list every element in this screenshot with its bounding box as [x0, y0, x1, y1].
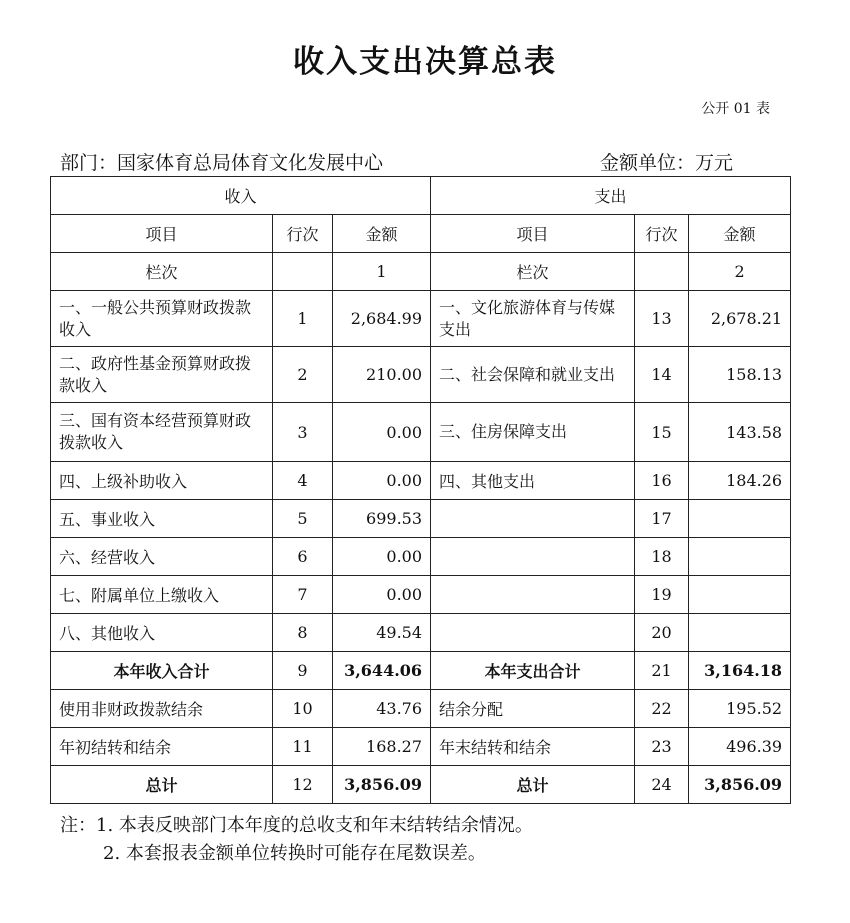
expense-total-label: 总计 [431, 766, 635, 804]
income-row-no: 11 [273, 728, 333, 766]
budget-table [50, 176, 791, 804]
expense-amount: 184.26 [689, 462, 791, 500]
table-row [51, 576, 791, 614]
expense-item: 二、社会保障和就业支出 [431, 347, 635, 403]
expense-amount: 496.39 [689, 728, 791, 766]
unit-label: 金额单位：万元 [600, 152, 734, 174]
expense-item: 一、文化旅游体育与传媒支出 [431, 291, 635, 347]
income-row-no: 1 [273, 291, 333, 347]
income-row-no: 12 [273, 766, 333, 804]
income-row-no: 2 [273, 347, 333, 403]
income-item: 四、上级补助收入 [51, 462, 273, 500]
expense-row-no: 13 [635, 291, 689, 347]
expense-amount: 2,678.21 [689, 291, 791, 347]
income-subtotal-label: 本年收入合计 [51, 652, 273, 690]
income-amount: 0.00 [333, 538, 431, 576]
table-row [51, 291, 791, 347]
income-row-no: 3 [273, 403, 333, 462]
expense-row-no: 18 [635, 538, 689, 576]
expense-row-no: 16 [635, 462, 689, 500]
notes [60, 812, 533, 868]
table-row [51, 347, 791, 403]
income-row-no: 9 [273, 652, 333, 690]
expense-row-header: 行次 [635, 215, 689, 253]
income-column-number: 1 [333, 253, 431, 291]
income-amount: 699.53 [333, 500, 431, 538]
total-row [51, 766, 791, 804]
expense-amount: 195.52 [689, 690, 791, 728]
expense-column-label: 栏次 [431, 253, 635, 291]
expense-amount [689, 500, 791, 538]
form-code: 公开 01 表 [701, 101, 770, 117]
expense-item [431, 614, 635, 652]
income-amount-header: 金额 [333, 215, 431, 253]
income-item-header: 项目 [51, 215, 273, 253]
expense-item: 年末结转和结余 [431, 728, 635, 766]
expense-amount [689, 576, 791, 614]
income-item: 三、国有资本经营预算财政拨款收入 [51, 403, 273, 462]
expense-subtotal-label: 本年支出合计 [431, 652, 635, 690]
table-row [51, 538, 791, 576]
income-amount: 2,684.99 [333, 291, 431, 347]
income-amount: 43.76 [333, 690, 431, 728]
income-amount: 210.00 [333, 347, 431, 403]
expense-row-no: 21 [635, 652, 689, 690]
table-row [51, 403, 791, 462]
expense-row-no: 19 [635, 576, 689, 614]
table-row [51, 728, 791, 766]
expense-amount-header: 金额 [689, 215, 791, 253]
table-row [51, 500, 791, 538]
expense-amount: 158.13 [689, 347, 791, 403]
expense-item [431, 576, 635, 614]
table-row [51, 614, 791, 652]
income-item: 一、一般公共预算财政拨款收入 [51, 291, 273, 347]
expense-subtotal-amount: 3,164.18 [689, 652, 791, 690]
expense-row-no: 17 [635, 500, 689, 538]
income-amount: 49.54 [333, 614, 431, 652]
expense-row-no: 14 [635, 347, 689, 403]
income-column-label: 栏次 [51, 253, 273, 291]
expense-item [431, 538, 635, 576]
expense-item: 四、其他支出 [431, 462, 635, 500]
income-amount: 0.00 [333, 576, 431, 614]
expense-row-no: 20 [635, 614, 689, 652]
expense-amount [689, 538, 791, 576]
income-item: 六、经营收入 [51, 538, 273, 576]
income-row-no: 5 [273, 500, 333, 538]
note-2: 2. 本套报表金额单位转换时可能存在尾数误差。 [103, 843, 486, 864]
expense-amount: 143.58 [689, 403, 791, 462]
income-row-no: 7 [273, 576, 333, 614]
income-item: 使用非财政拨款结余 [51, 690, 273, 728]
income-item: 七、附属单位上缴收入 [51, 576, 273, 614]
expense-row-no: 24 [635, 766, 689, 804]
subtotal-row [51, 652, 791, 690]
expense-amount [689, 614, 791, 652]
income-row-no: 4 [273, 462, 333, 500]
income-item: 八、其他收入 [51, 614, 273, 652]
expense-item: 三、住房保障支出 [431, 403, 635, 462]
income-row-no: 10 [273, 690, 333, 728]
income-item: 五、事业收入 [51, 500, 273, 538]
income-amount: 0.00 [333, 403, 431, 462]
income-total-label: 总计 [51, 766, 273, 804]
expense-header: 支出 [431, 177, 791, 215]
table-row [51, 462, 791, 500]
expense-row-no: 15 [635, 403, 689, 462]
income-row-header: 行次 [273, 215, 333, 253]
income-item: 二、政府性基金预算财政拨款收入 [51, 347, 273, 403]
income-total-amount: 3,856.09 [333, 766, 431, 804]
expense-item [431, 500, 635, 538]
expense-item: 结余分配 [431, 690, 635, 728]
income-amount: 168.27 [333, 728, 431, 766]
expense-total-amount: 3,856.09 [689, 766, 791, 804]
page-title: 收入支出决算总表 [293, 44, 557, 80]
expense-column-number: 2 [689, 253, 791, 291]
income-row-no: 6 [273, 538, 333, 576]
section-header-row [51, 177, 791, 215]
expense-row-no: 22 [635, 690, 689, 728]
note-1: 注：1. 本表反映部门本年度的总收支和年末结转结余情况。 [60, 815, 533, 836]
income-subtotal-amount: 3,644.06 [333, 652, 431, 690]
income-header: 收入 [51, 177, 431, 215]
expense-row-no: 23 [635, 728, 689, 766]
column-number-row [51, 253, 791, 291]
expense-item-header: 项目 [431, 215, 635, 253]
department-label: 部门：国家体育总局体育文化发展中心 [60, 152, 384, 174]
income-row-no: 8 [273, 614, 333, 652]
table-row [51, 690, 791, 728]
income-amount: 0.00 [333, 462, 431, 500]
column-header-row [51, 215, 791, 253]
income-item: 年初结转和结余 [51, 728, 273, 766]
